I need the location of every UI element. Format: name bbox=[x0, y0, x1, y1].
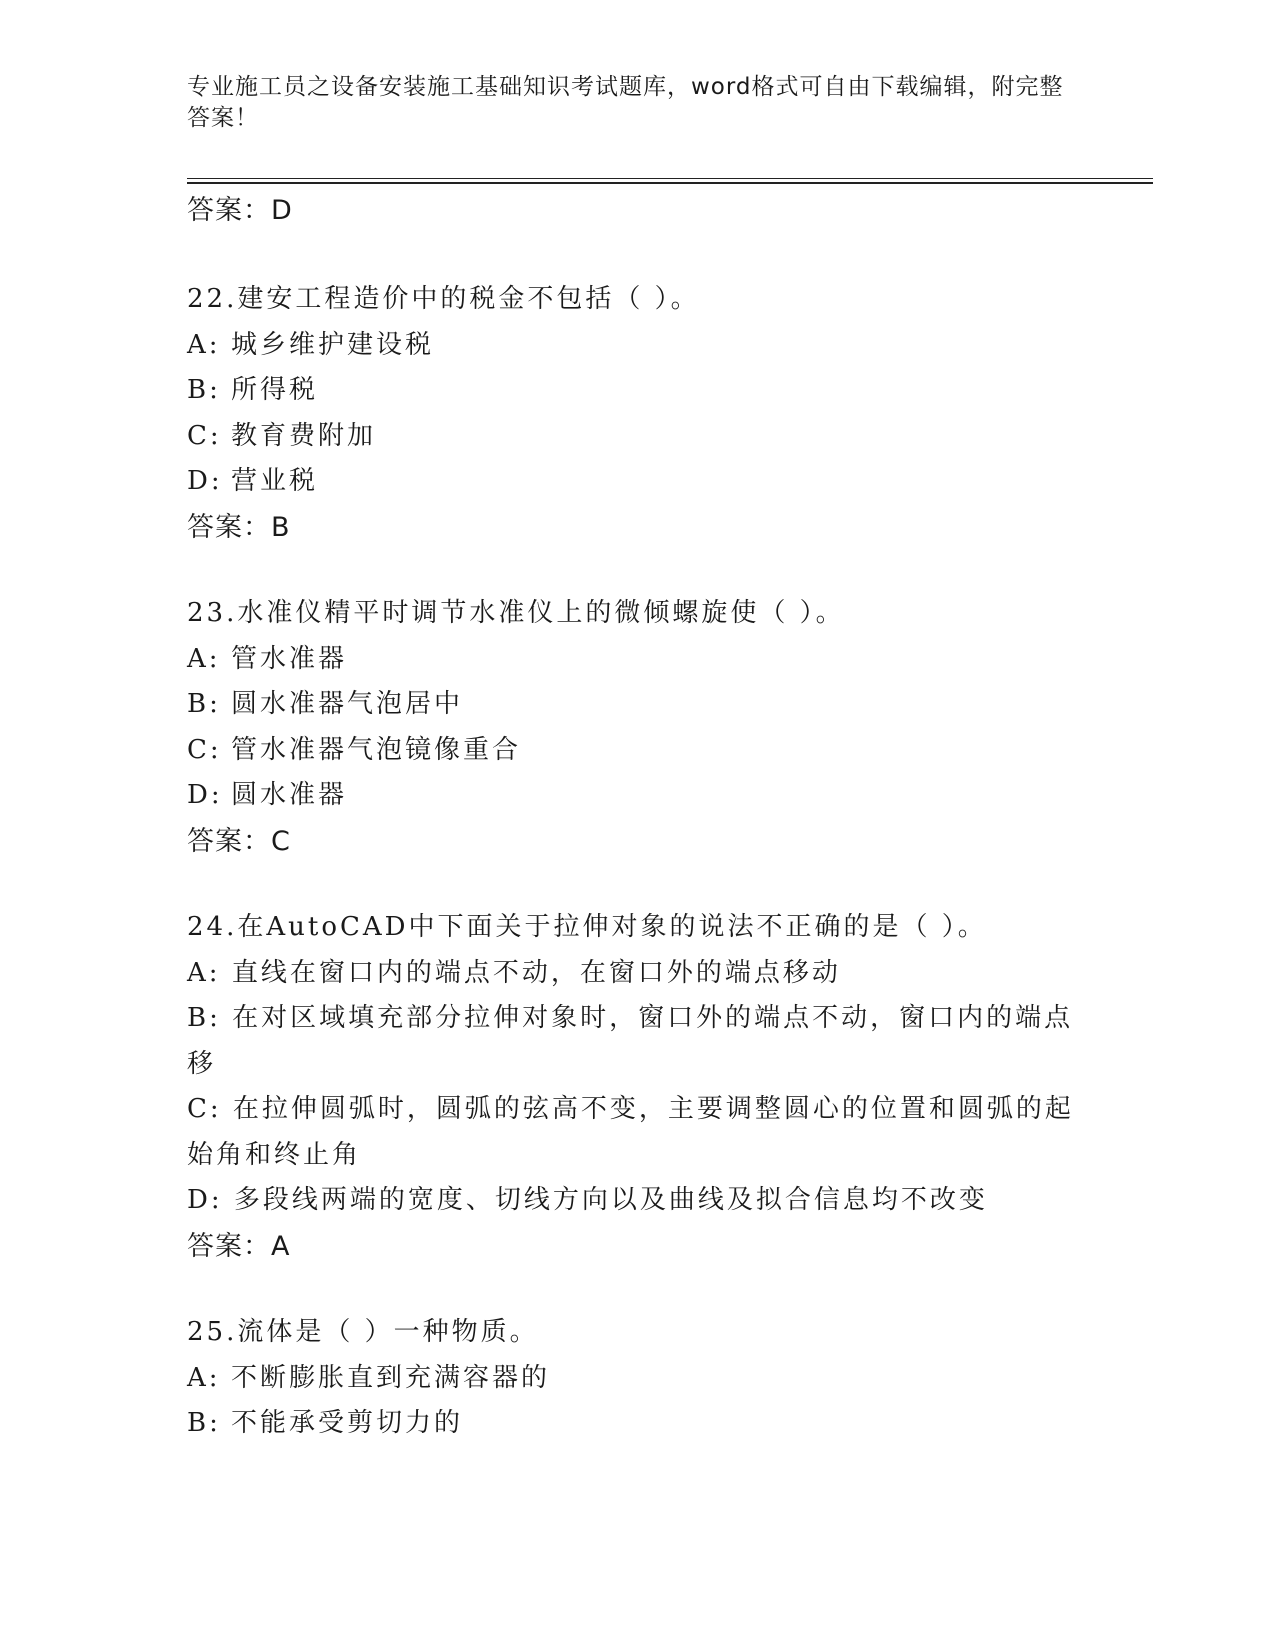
option-d bbox=[187, 459, 1087, 505]
question-23 bbox=[187, 591, 1087, 864]
question-25 bbox=[187, 1310, 1087, 1447]
option-letter: B: bbox=[187, 689, 221, 719]
option-text: 所得税 bbox=[231, 375, 319, 405]
option-letter: B: bbox=[187, 375, 221, 405]
header-title: 专业施工员之设备安装施工基础知识考试题库，word格式可自由下载编辑，附完整答案！ bbox=[187, 74, 1064, 131]
option-a bbox=[187, 951, 1077, 997]
question-stem: 25.流体是（ ）一种物质。 bbox=[187, 1317, 539, 1347]
option-text: 在拉伸圆弧时，圆弧的弦高不变，主要调整圆心的位置和圆弧的起始角和终止角 bbox=[187, 1094, 1074, 1170]
question-22 bbox=[187, 277, 1087, 550]
option-a bbox=[187, 323, 1087, 369]
option-a bbox=[187, 1356, 1087, 1402]
option-letter: D: bbox=[187, 780, 223, 810]
option-letter: A: bbox=[187, 329, 221, 360]
option-d bbox=[187, 773, 1087, 819]
option-text: 多段线两端的宽度、切线方向以及曲线及拟合信息均不改变 bbox=[233, 1185, 988, 1215]
answer-line: 答案：B bbox=[187, 511, 291, 543]
option-text: 不断膨胀直到充满容器的 bbox=[231, 1362, 551, 1393]
option-letter: B: bbox=[187, 1408, 221, 1438]
option-text: 营业税 bbox=[231, 466, 319, 496]
option-text: 教育费附加 bbox=[231, 420, 377, 451]
answer-line: 答案：D bbox=[187, 195, 293, 226]
question-24 bbox=[187, 905, 1087, 1269]
option-b bbox=[187, 1401, 1087, 1447]
option-b bbox=[187, 368, 1087, 414]
option-letter: B: bbox=[187, 1003, 221, 1033]
option-c bbox=[187, 414, 1087, 460]
option-text: 在对区域填充部分拉伸对象时，窗口外的端点不动，窗口内的端点移 bbox=[187, 1003, 1074, 1079]
option-text: 城乡维护建设税 bbox=[231, 329, 435, 360]
option-letter: D: bbox=[187, 466, 223, 496]
option-letter: A: bbox=[187, 1362, 221, 1393]
option-c bbox=[187, 728, 1087, 774]
option-text: 管水准器气泡镜像重合 bbox=[231, 734, 522, 765]
option-a bbox=[187, 637, 1087, 683]
option-letter: C: bbox=[187, 734, 222, 765]
option-text: 圆水准器 bbox=[231, 780, 348, 810]
option-letter: A: bbox=[187, 957, 221, 988]
question-stem: 22.建安工程造价中的税金不包括（ ）。 bbox=[187, 284, 700, 314]
page-header bbox=[187, 72, 1067, 134]
questions-content bbox=[187, 186, 1087, 1447]
option-letter: C: bbox=[187, 1094, 222, 1124]
option-text: 不能承受剪切力的 bbox=[231, 1408, 464, 1438]
option-b bbox=[187, 682, 1087, 728]
answer-line: 答案：A bbox=[187, 1230, 291, 1262]
header-rule-thin bbox=[187, 178, 1153, 179]
option-letter: C: bbox=[187, 420, 222, 451]
option-letter: A: bbox=[187, 643, 221, 674]
question-stem: 24.在AutoCAD中下面关于拉伸对象的说法不正确的是（ ）。 bbox=[187, 912, 987, 942]
option-text: 直线在窗口内的端点不动，在窗口外的端点移动 bbox=[231, 957, 841, 988]
option-d bbox=[187, 1178, 1077, 1224]
header-rule-thick bbox=[187, 182, 1153, 184]
option-b bbox=[187, 996, 1077, 1087]
option-c bbox=[187, 1087, 1077, 1178]
question-stem: 23.水准仪精平时调节水准仪上的微倾螺旋使（ ）。 bbox=[187, 598, 845, 628]
option-letter: D: bbox=[187, 1185, 223, 1215]
option-text: 管水准器 bbox=[231, 643, 348, 674]
answer-line: 答案：C bbox=[187, 825, 291, 857]
option-text: 圆水准器气泡居中 bbox=[231, 689, 464, 719]
